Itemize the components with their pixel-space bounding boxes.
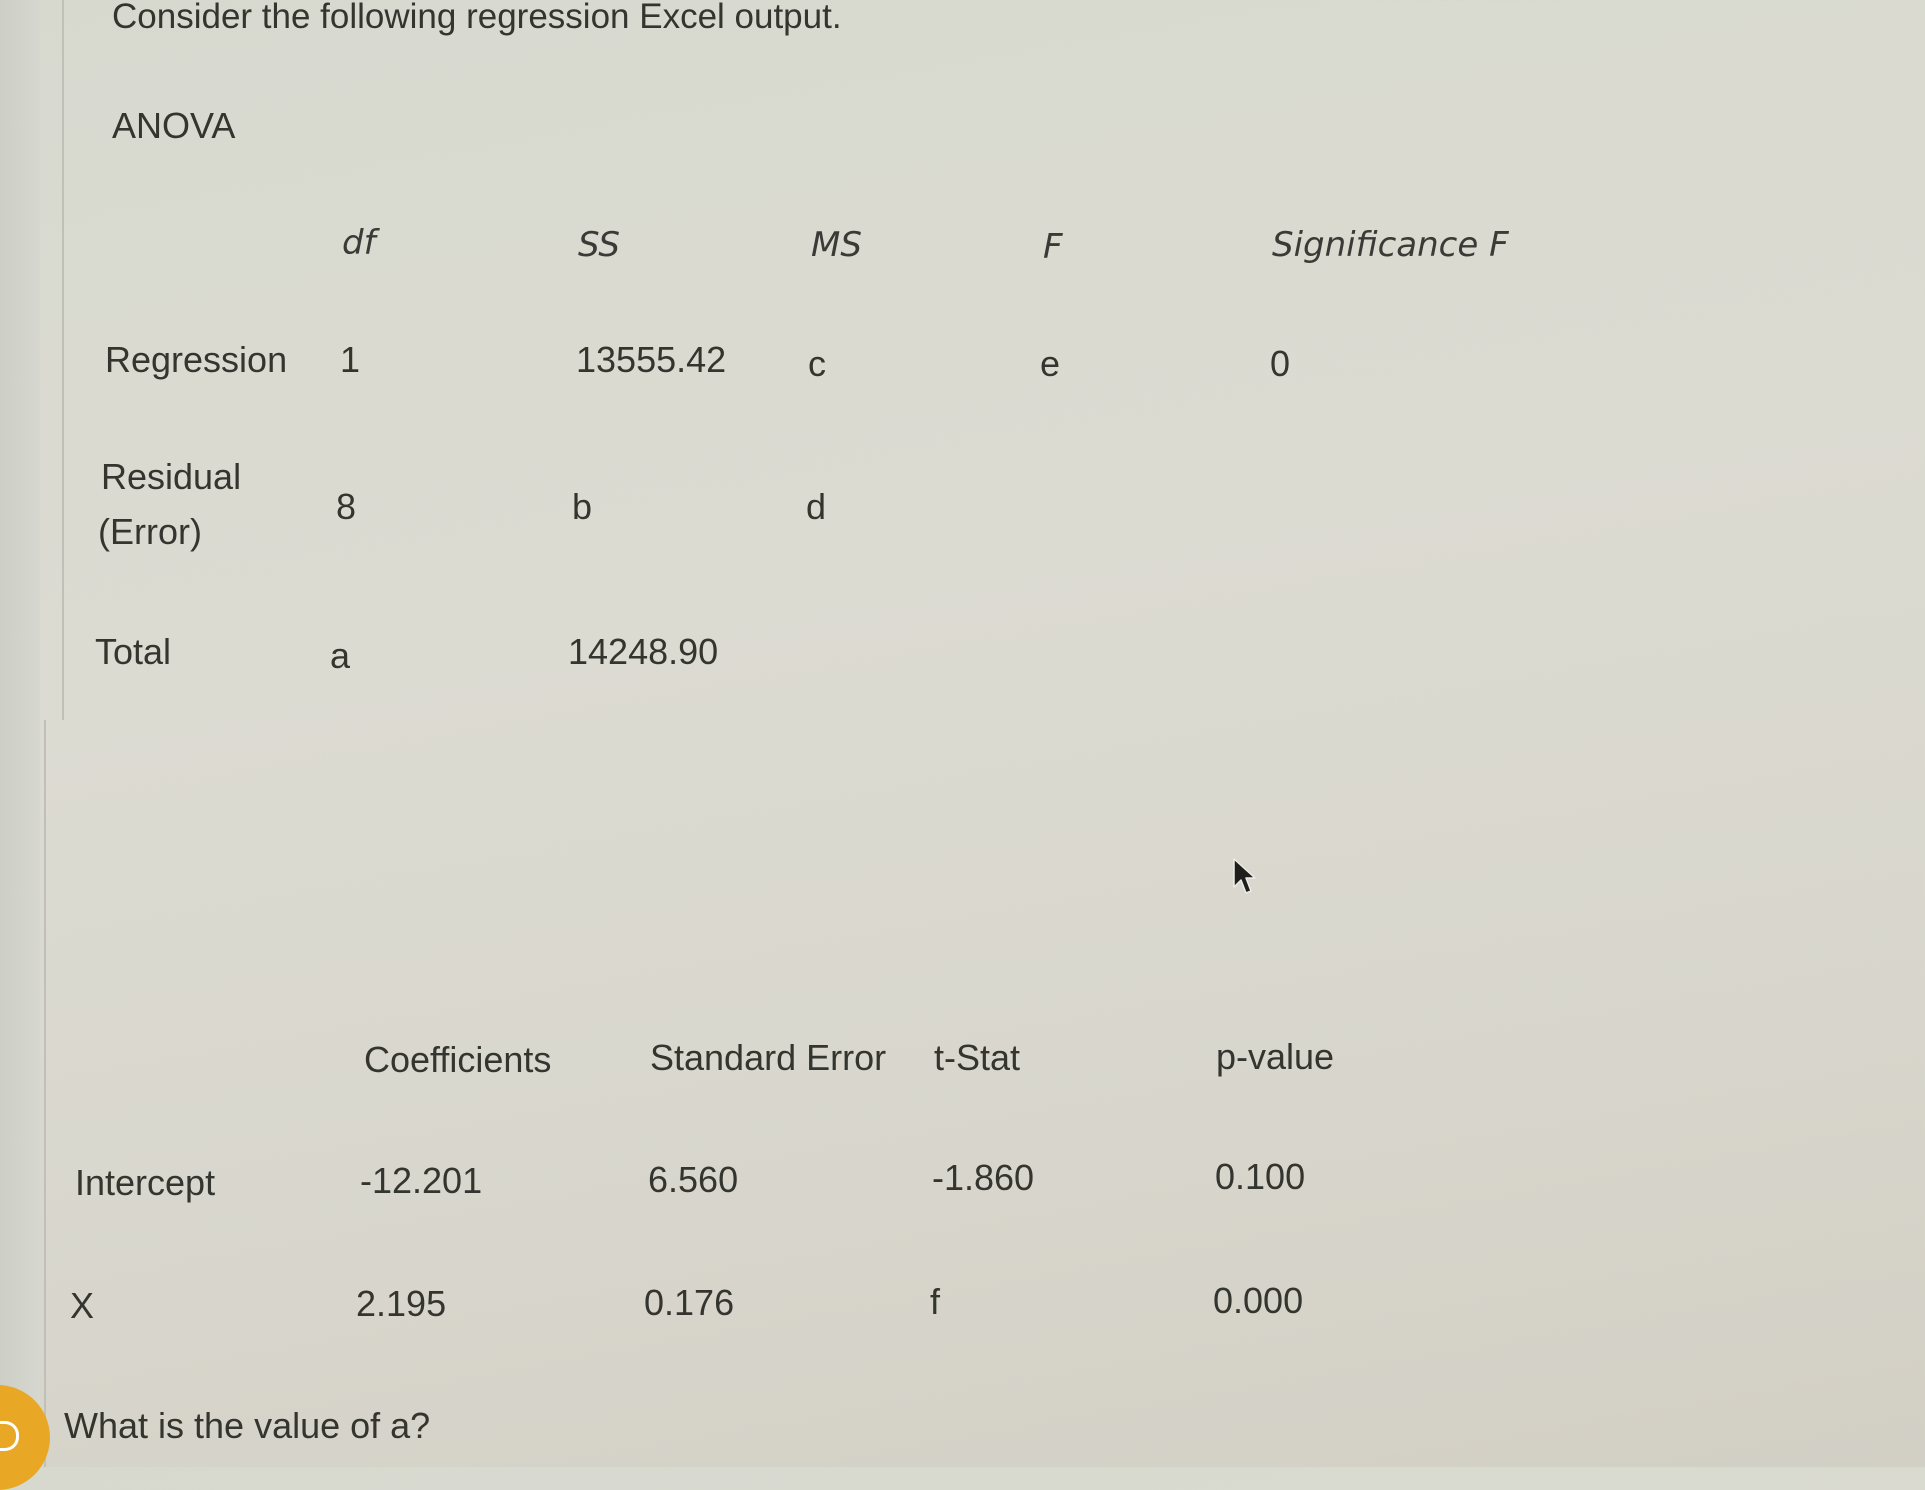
anova-header-ss: SS bbox=[578, 225, 620, 265]
row-label-line2: (Error) bbox=[98, 511, 202, 552]
cell-ms: d bbox=[806, 486, 827, 527]
cell-f: e bbox=[1040, 343, 1061, 384]
coef-header-standard-error: Standard Error bbox=[650, 1037, 887, 1078]
anova-header-f: F bbox=[1043, 227, 1063, 267]
left-divider-lower bbox=[44, 720, 46, 1467]
cell-significance-f: 0 bbox=[1270, 343, 1291, 384]
coef-header-coefficients: Coefficients bbox=[364, 1039, 552, 1080]
row-label: Intercept bbox=[75, 1162, 216, 1203]
left-divider bbox=[62, 0, 64, 720]
row-label-line1: Residual bbox=[101, 456, 242, 497]
question-intro: Consider the following regression Excel output. bbox=[112, 0, 842, 36]
help-badge-icon[interactable] bbox=[0, 1385, 50, 1490]
coef-header-p-value: p-value bbox=[1216, 1036, 1335, 1077]
row-label: X bbox=[70, 1285, 95, 1326]
cell-df: a bbox=[330, 635, 351, 676]
anova-header-ms: MS bbox=[811, 225, 862, 265]
cell-df: 1 bbox=[340, 339, 361, 380]
cell-t-stat: -1.860 bbox=[932, 1157, 1035, 1198]
anova-title: ANOVA bbox=[112, 105, 236, 146]
cell-ms: c bbox=[808, 343, 826, 384]
anova-header-df: df bbox=[342, 223, 376, 263]
help-glyph bbox=[0, 1421, 19, 1451]
cell-standard-error: 0.176 bbox=[644, 1282, 735, 1323]
cell-coefficient: 2.195 bbox=[356, 1283, 447, 1324]
question-prompt: What is the value of a? bbox=[64, 1405, 431, 1446]
cell-standard-error: 6.560 bbox=[648, 1159, 739, 1200]
anova-header-significance-f: Significance F bbox=[1272, 225, 1509, 265]
left-margin bbox=[0, 0, 40, 1467]
cell-p-value: 0.000 bbox=[1213, 1280, 1304, 1321]
cell-p-value: 0.100 bbox=[1215, 1156, 1306, 1197]
row-label: Regression bbox=[105, 339, 288, 380]
cell-coefficient: -12.201 bbox=[360, 1160, 483, 1201]
row-label: Total bbox=[95, 631, 172, 672]
coef-header-t-stat: t-Stat bbox=[934, 1037, 1021, 1078]
cell-df: 8 bbox=[336, 486, 357, 527]
cell-ss: 14248.90 bbox=[568, 631, 719, 672]
cell-t-stat: f bbox=[930, 1281, 941, 1322]
mouse-pointer-icon bbox=[1232, 857, 1258, 899]
cell-ss: b bbox=[572, 486, 593, 527]
cell-ss: 13555.42 bbox=[576, 339, 727, 380]
